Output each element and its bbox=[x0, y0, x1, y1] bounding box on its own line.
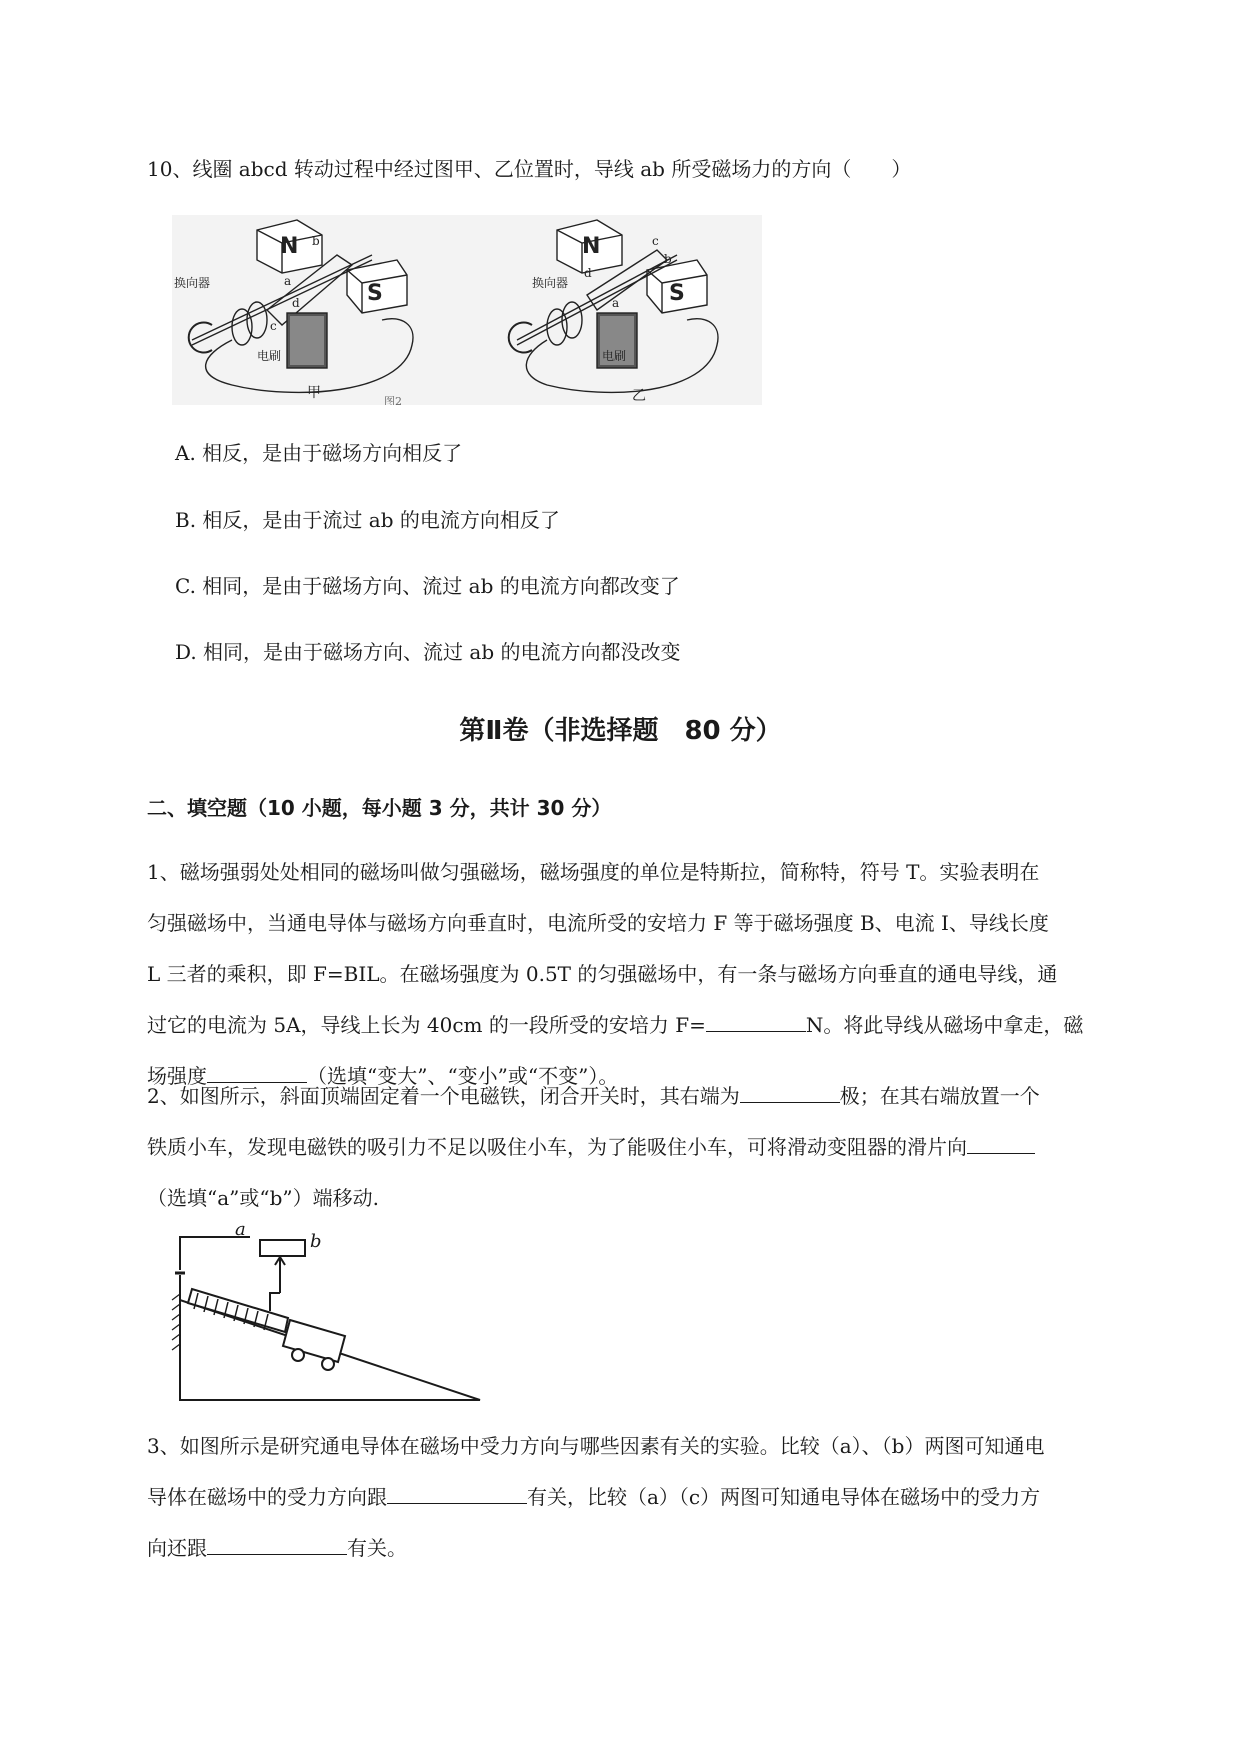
q1-line-4-text-2: N。将此导线从磁场中拿走，磁 bbox=[805, 1013, 1084, 1037]
left-brush-label: 电刷 bbox=[257, 349, 282, 363]
q2-line-3: （选填“a”或“b”）端移动. bbox=[147, 1186, 379, 1210]
q2-paragraph bbox=[147, 1082, 1147, 1235]
right-letter-a: a bbox=[612, 296, 620, 310]
left-s-pole-label: S bbox=[367, 281, 383, 306]
q3-paragraph bbox=[147, 1432, 1147, 1585]
q3-line-1: 3、如图所示是研究通电导体在磁场中受力方向与哪些因素有关的实验。比较（a）、（b）两图可知通电 bbox=[147, 1434, 1045, 1458]
q3-line-2 bbox=[147, 1483, 1147, 1534]
right-caption: 乙 bbox=[632, 388, 646, 404]
q3-blank-factor-2[interactable] bbox=[207, 1534, 347, 1555]
left-letter-d: d bbox=[292, 296, 300, 310]
left-commutator-label: 换向器 bbox=[174, 276, 211, 290]
motor-diagram bbox=[172, 215, 762, 405]
right-letter-d: d bbox=[584, 266, 592, 280]
section-title: 第Ⅱ卷（非选择题 80 分） bbox=[459, 716, 782, 746]
q10-option-c[interactable]: C. 相同，是由于磁场方向、流过 ab 的电流方向都改变了 bbox=[175, 574, 680, 598]
q2-line-1-text: 2、如图所示，斜面顶端固定着一个电磁铁，闭合开关时，其右端为 bbox=[147, 1084, 740, 1108]
q3-line-3 bbox=[147, 1534, 1147, 1585]
incline-diagram bbox=[170, 1215, 490, 1410]
q3-line-2-text-2: 有关，比较（a）（c）两图可知通电导体在磁场中的受力方 bbox=[527, 1485, 1041, 1509]
left-n-pole-label: N bbox=[280, 234, 299, 259]
left-letter-a: a bbox=[284, 274, 292, 288]
left-letter-c: c bbox=[270, 319, 277, 333]
left-letter-b: b bbox=[312, 234, 320, 248]
q1-blank-strength[interactable] bbox=[207, 1062, 307, 1083]
q3-blank-factor-1[interactable] bbox=[387, 1483, 527, 1504]
q1-paragraph bbox=[147, 858, 1147, 1113]
q1-blank-force[interactable] bbox=[706, 1011, 806, 1032]
q1-line-3: L 三者的乘积，即 F=BIL。在磁场强度为 0.5T 的匀强磁场中，有一条与磁场方向垂直的通电导线，通 bbox=[147, 962, 1058, 986]
q1-line-2: 匀强磁场中，当通电导体与磁场方向垂直时，电流所受的安培力 F 等于磁场强度 B、电流 I、导线长度 bbox=[147, 911, 1049, 935]
section-subtitle: 二、填空题（10 小题，每小题 3 分，共计 30 分） bbox=[147, 796, 612, 820]
right-letter-b: b bbox=[664, 252, 672, 266]
right-s-pole-label: S bbox=[669, 281, 685, 306]
q10-option-d[interactable]: D. 相同，是由于磁场方向、流过 ab 的电流方向都没改变 bbox=[175, 640, 681, 664]
q2-blank-pole[interactable] bbox=[740, 1082, 840, 1103]
right-n-pole-label: N bbox=[582, 234, 601, 259]
q3-line-2-text: 导体在磁场中的受力方向跟 bbox=[147, 1485, 387, 1509]
right-letter-c: c bbox=[652, 234, 659, 248]
q2-line-2 bbox=[147, 1133, 1147, 1184]
right-brush-label: 电刷 bbox=[602, 349, 627, 363]
figure-label: 图2 bbox=[384, 395, 402, 405]
q2-electromagnet-figure bbox=[170, 1215, 490, 1410]
q3-line-3-text-2: 有关。 bbox=[347, 1536, 407, 1560]
q1-line-4-text: 过它的电流为 5A，导线上长为 40cm 的一段所受的安培力 F= bbox=[147, 1013, 706, 1037]
q2-line-1-text-2: 极；在其右端放置一个 bbox=[839, 1084, 1040, 1108]
q10-stem: 10、线圈 abcd 转动过程中经过图甲、乙位置时，导线 ab 所受磁场力的方向（ ） bbox=[147, 157, 912, 181]
label-b: b bbox=[310, 1231, 322, 1252]
q3-line-3-text: 向还跟 bbox=[147, 1536, 207, 1560]
q1-line-4 bbox=[147, 1011, 1147, 1062]
q2-blank-direction[interactable] bbox=[967, 1133, 1035, 1154]
q10-option-b[interactable]: B. 相反，是由于流过 ab 的电流方向相反了 bbox=[175, 508, 560, 532]
q2-line-2-text: 铁质小车，发现电磁铁的吸引力不足以吸住小车，为了能吸住小车，可将滑动变阻器的滑片向 bbox=[147, 1135, 967, 1159]
q1-line-1: 1、磁场强弱处处相同的磁场叫做匀强磁场，磁场强度的单位是特斯拉，简称特，符号 T。实验表明在 bbox=[147, 860, 1040, 884]
q10-motor-figure bbox=[172, 215, 762, 405]
q1-line-5-text-2: （选填“变大”、“变小”或“不变”）。 bbox=[307, 1064, 619, 1088]
label-a: a bbox=[235, 1219, 246, 1240]
right-commutator-label: 换向器 bbox=[532, 276, 569, 290]
q1-line-5-text: 场强度 bbox=[147, 1064, 207, 1088]
q2-line-1 bbox=[147, 1082, 1147, 1133]
q10-option-a[interactable]: A. 相反，是由于磁场方向相反了 bbox=[175, 441, 463, 465]
left-caption: 甲 bbox=[307, 385, 321, 401]
